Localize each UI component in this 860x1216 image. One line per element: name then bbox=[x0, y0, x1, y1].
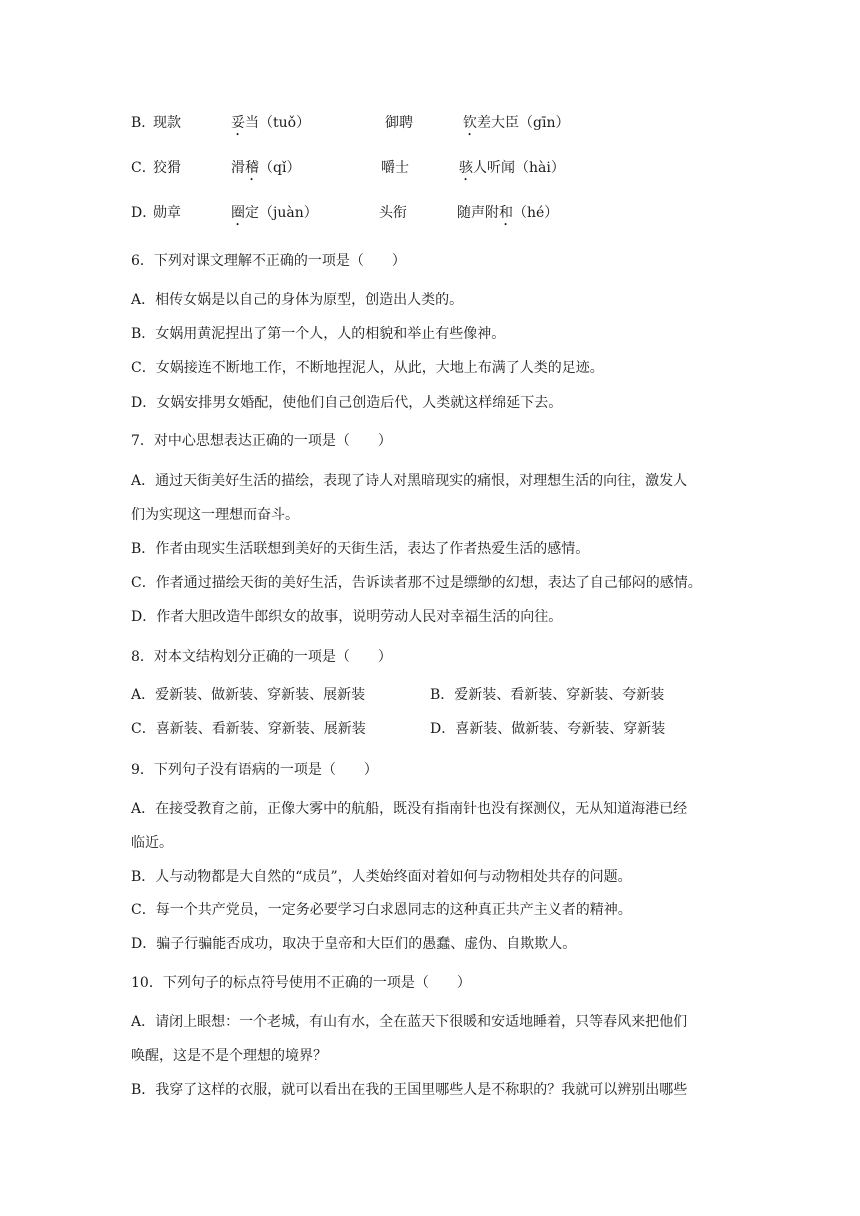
q9-option-c: C．每一个共产党员，一定务必要学习白求恩同志的这种真正共产主义者的精神。 bbox=[131, 902, 632, 918]
q10-option-a-line1: A．请闭上眼想：一个老城，有山有水，全在蓝天下很暖和安适地睡着，只等春风来把他们 bbox=[131, 1014, 688, 1030]
emphasis-char: 圈 bbox=[231, 205, 245, 221]
word-1: 勋章 bbox=[153, 205, 181, 221]
q6-stem: 6．下列对课文理解不正确的一项是（ ） bbox=[131, 253, 406, 269]
q10-stem: 10．下列句子的标点符号使用不正确的一项是（ ） bbox=[131, 975, 471, 991]
q6-option-d: D．女娲安排男女婚配，使他们自己创造后代，人类就这样绵延下去。 bbox=[131, 395, 563, 411]
emphasis-char: 骇 bbox=[459, 160, 473, 176]
q9-option-a-line2: 临近。 bbox=[131, 835, 173, 851]
q7-option-d: D．作者大胆改造牛郎织女的故事，说明劳动人民对幸福生活的向往。 bbox=[131, 609, 563, 625]
q9-stem: 9．下列句子没有语病的一项是（ ） bbox=[131, 762, 378, 778]
q8-option-b: B．爱新装、看新装、穿新装、夸新装 bbox=[430, 687, 665, 703]
q8-stem: 8．对本文结构划分正确的一项是（ ） bbox=[131, 649, 392, 665]
q7-option-c: C．作者通过描绘天街的美好生活，告诉读者那不过是缥缈的幻想，表达了自己郁闷的感情。 bbox=[131, 575, 702, 591]
q9-option-d: D．骗子行骗能否成功，取决于皇帝和大臣们的愚蠢、虚伪、自欺欺人。 bbox=[131, 936, 577, 952]
emphasis-char: 稽 bbox=[245, 160, 259, 176]
q7-stem: 7．对中心思想表达正确的一项是（ ） bbox=[131, 433, 392, 449]
word-2: 圈定（juàn） bbox=[231, 205, 318, 221]
word-4: 钦差大臣（gīn） bbox=[463, 115, 570, 131]
option-letter: C． bbox=[131, 160, 156, 176]
q9-option-b: B．人与动物都是大自然的“成员”，人类始终面对着如何与动物相处共存的问题。 bbox=[131, 869, 632, 885]
option-letter: B． bbox=[131, 115, 156, 131]
word-4: 随声附和（hé） bbox=[457, 205, 559, 221]
emphasis-char: 钦 bbox=[463, 115, 477, 131]
q6-option-b: B．女娲用黄泥捏出了第一个人，人的相貌和举止有些像神。 bbox=[131, 326, 506, 342]
q8-option-d: D．喜新装、做新装、夸新装、穿新装 bbox=[430, 721, 666, 737]
q10-option-b-line1: B．我穿了这样的衣服，就可以看出在我的王国里哪些人是不称职的？我就可以辨别出哪些 bbox=[131, 1082, 688, 1098]
q7-option-b: B．作者由现实生活联想到美好的天街生活，表达了作者热爱生活的感情。 bbox=[131, 541, 590, 557]
q7-option-a-line1: A．通过天街美好生活的描绘，表现了诗人对黑暗现实的痛恨，对理想生活的向往，激发人 bbox=[131, 473, 688, 489]
q8-option-a: A．爱新装、做新装、穿新装、展新装 bbox=[131, 687, 366, 703]
q8-option-c: C．喜新装、看新装、穿新装、展新装 bbox=[131, 721, 366, 737]
word-2: 妥当（tuǒ） bbox=[231, 115, 311, 131]
emphasis-char: 妥 bbox=[231, 115, 245, 131]
word-2: 滑稽（qǐ） bbox=[231, 160, 301, 176]
word-3: 御聘 bbox=[385, 115, 413, 131]
word-4: 骇人听闻（hài） bbox=[459, 160, 565, 176]
q7-option-a-line2: 们为实现这一理想而奋斗。 bbox=[131, 507, 299, 523]
q6-option-c: C．女娲接连不断地工作，不断地捏泥人，从此，大地上布满了人类的足迹。 bbox=[131, 360, 604, 376]
word-1: 现款 bbox=[153, 115, 181, 131]
q9-option-a-line1: A．在接受教育之前，正像大雾中的航船，既没有指南针也没有探测仪，无从知道海港已经 bbox=[131, 801, 688, 817]
word-3: 头衔 bbox=[379, 205, 407, 221]
word-3: 嚼士 bbox=[381, 160, 409, 176]
q10-option-a-line2: 唤醒，这是不是个理想的境界？ bbox=[131, 1048, 327, 1064]
q6-option-a: A．相传女娲是以自己的身体为原型，创造出人类的。 bbox=[131, 292, 464, 308]
word-1: 狡猾 bbox=[153, 160, 181, 176]
emphasis-char: 和 bbox=[499, 205, 513, 221]
option-letter: D． bbox=[131, 205, 157, 221]
